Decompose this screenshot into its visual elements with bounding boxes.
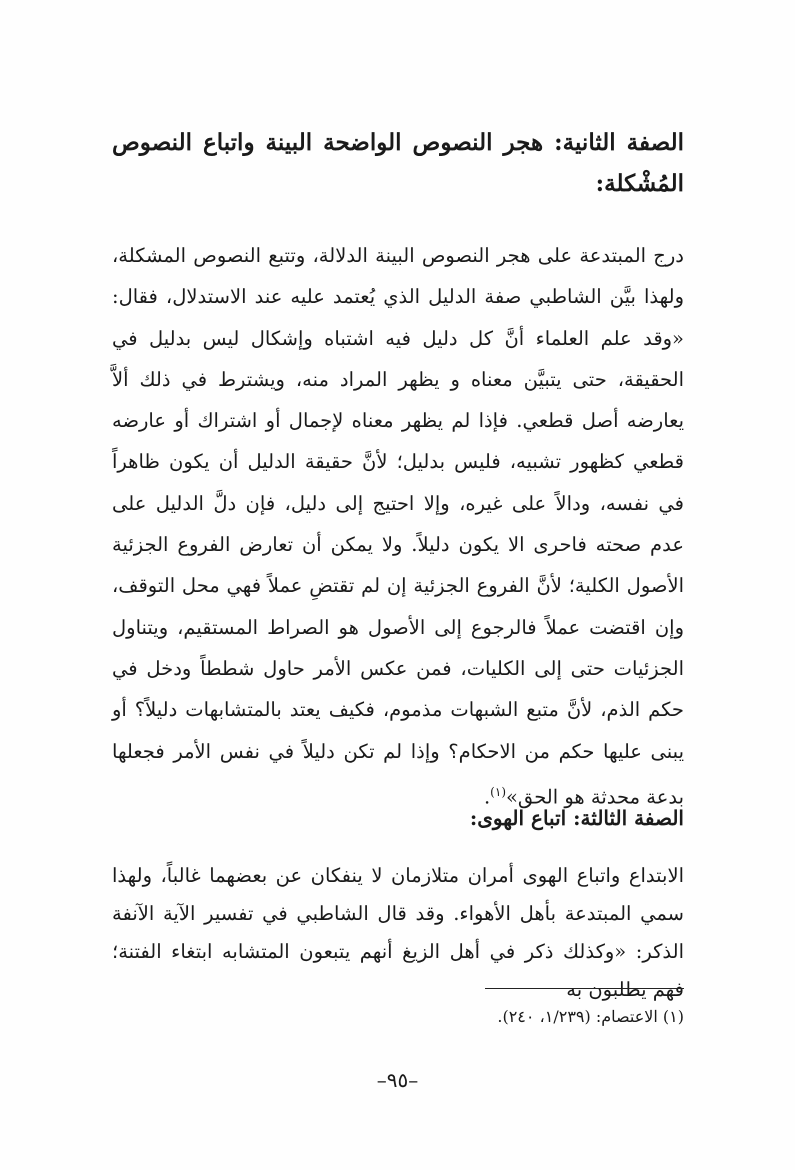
section-heading-second-trait: الصفة الثانية: هجر النصوص الواضحة البينة واتباع النصوص المُشْكلة: xyxy=(112,129,684,197)
footnote-text: (١) الاعتصام: (١/٢٣٩، ٢٤٠). xyxy=(497,1007,684,1026)
section-heading-third-trait: الصفة الثالثة: اتباع الهوى: xyxy=(469,806,684,830)
footnote-reference: (١) xyxy=(490,784,506,799)
footnote-separator xyxy=(485,988,684,989)
page-number: –٩٥– xyxy=(376,1068,419,1092)
paragraph-1-end: . xyxy=(483,785,491,809)
body-paragraph-1 xyxy=(112,235,684,818)
paragraph-1-text: درج المبتدعة على هجر النصوص البينة الدلالة، وتتبع النصوص المشكلة، ولهذا بيَّن الشاطبي صفة الدليل الذي يُعتمد عليه عند الاستدلال، فقال: «وقد علم العلماء أنَّ كل دليل فيه اشتباه وإشكال ليس بدليل في الحقيقة، حتى يتبيَّن معناه و يظهر المراد منه، ويشترط في ذلك ألاَّ يعارضه أصل قطعي. فإذا لم يظهر معناه لإجمال أو اشتراك أو عارضه قطعي كظهور تشبيه، فليس بدليل؛ لأنَّ حقيقة الدليل أن يكون ظاهراً في نفسه، ودالاً على غيره، وإلا احتيج إلى دليل، فإن دلَّ الدليل على عدم صحته فاحرى الا يكون دليلاً. ولا يمكن أن تعارض الفروع الجزئية الأصول الكلية؛ لأنَّ الفروع الجزئية إن لم تقتضِ عملاً فهي محل التوقف، وإن اقتضت عملاً فالرجوع إلى الأصول هو الصراط المستقيم، ويتناول الجزئيات حتى إلى الكليات، فمن عكس الأمر حاول شططاً ودخل في حكم الذم، لأنَّ متبع الشبهات مذموم، فكيف يعتد بالمتشابهات دليلاً؟ أو يبنى عليها حكم من الاحكام؟ وإذا لم تكن دليلاً في نفس الأمر فجعلها بدعة محدثة هو الحق» xyxy=(112,244,684,809)
body-paragraph-2: الابتداع واتباع الهوى أمران متلازمان لا ينفكان عن بعضهما غالباً، ولهذا سمي المبتدعة بأهل الأهواء. وقد قال الشاطبي في تفسير الآية الآنفة الذكر: «وكذلك ذكر في أهل الزيغ أنهم يتبعون المتشابه ابتغاء الفتنة؛ فهم يطلبون به xyxy=(112,864,684,1001)
